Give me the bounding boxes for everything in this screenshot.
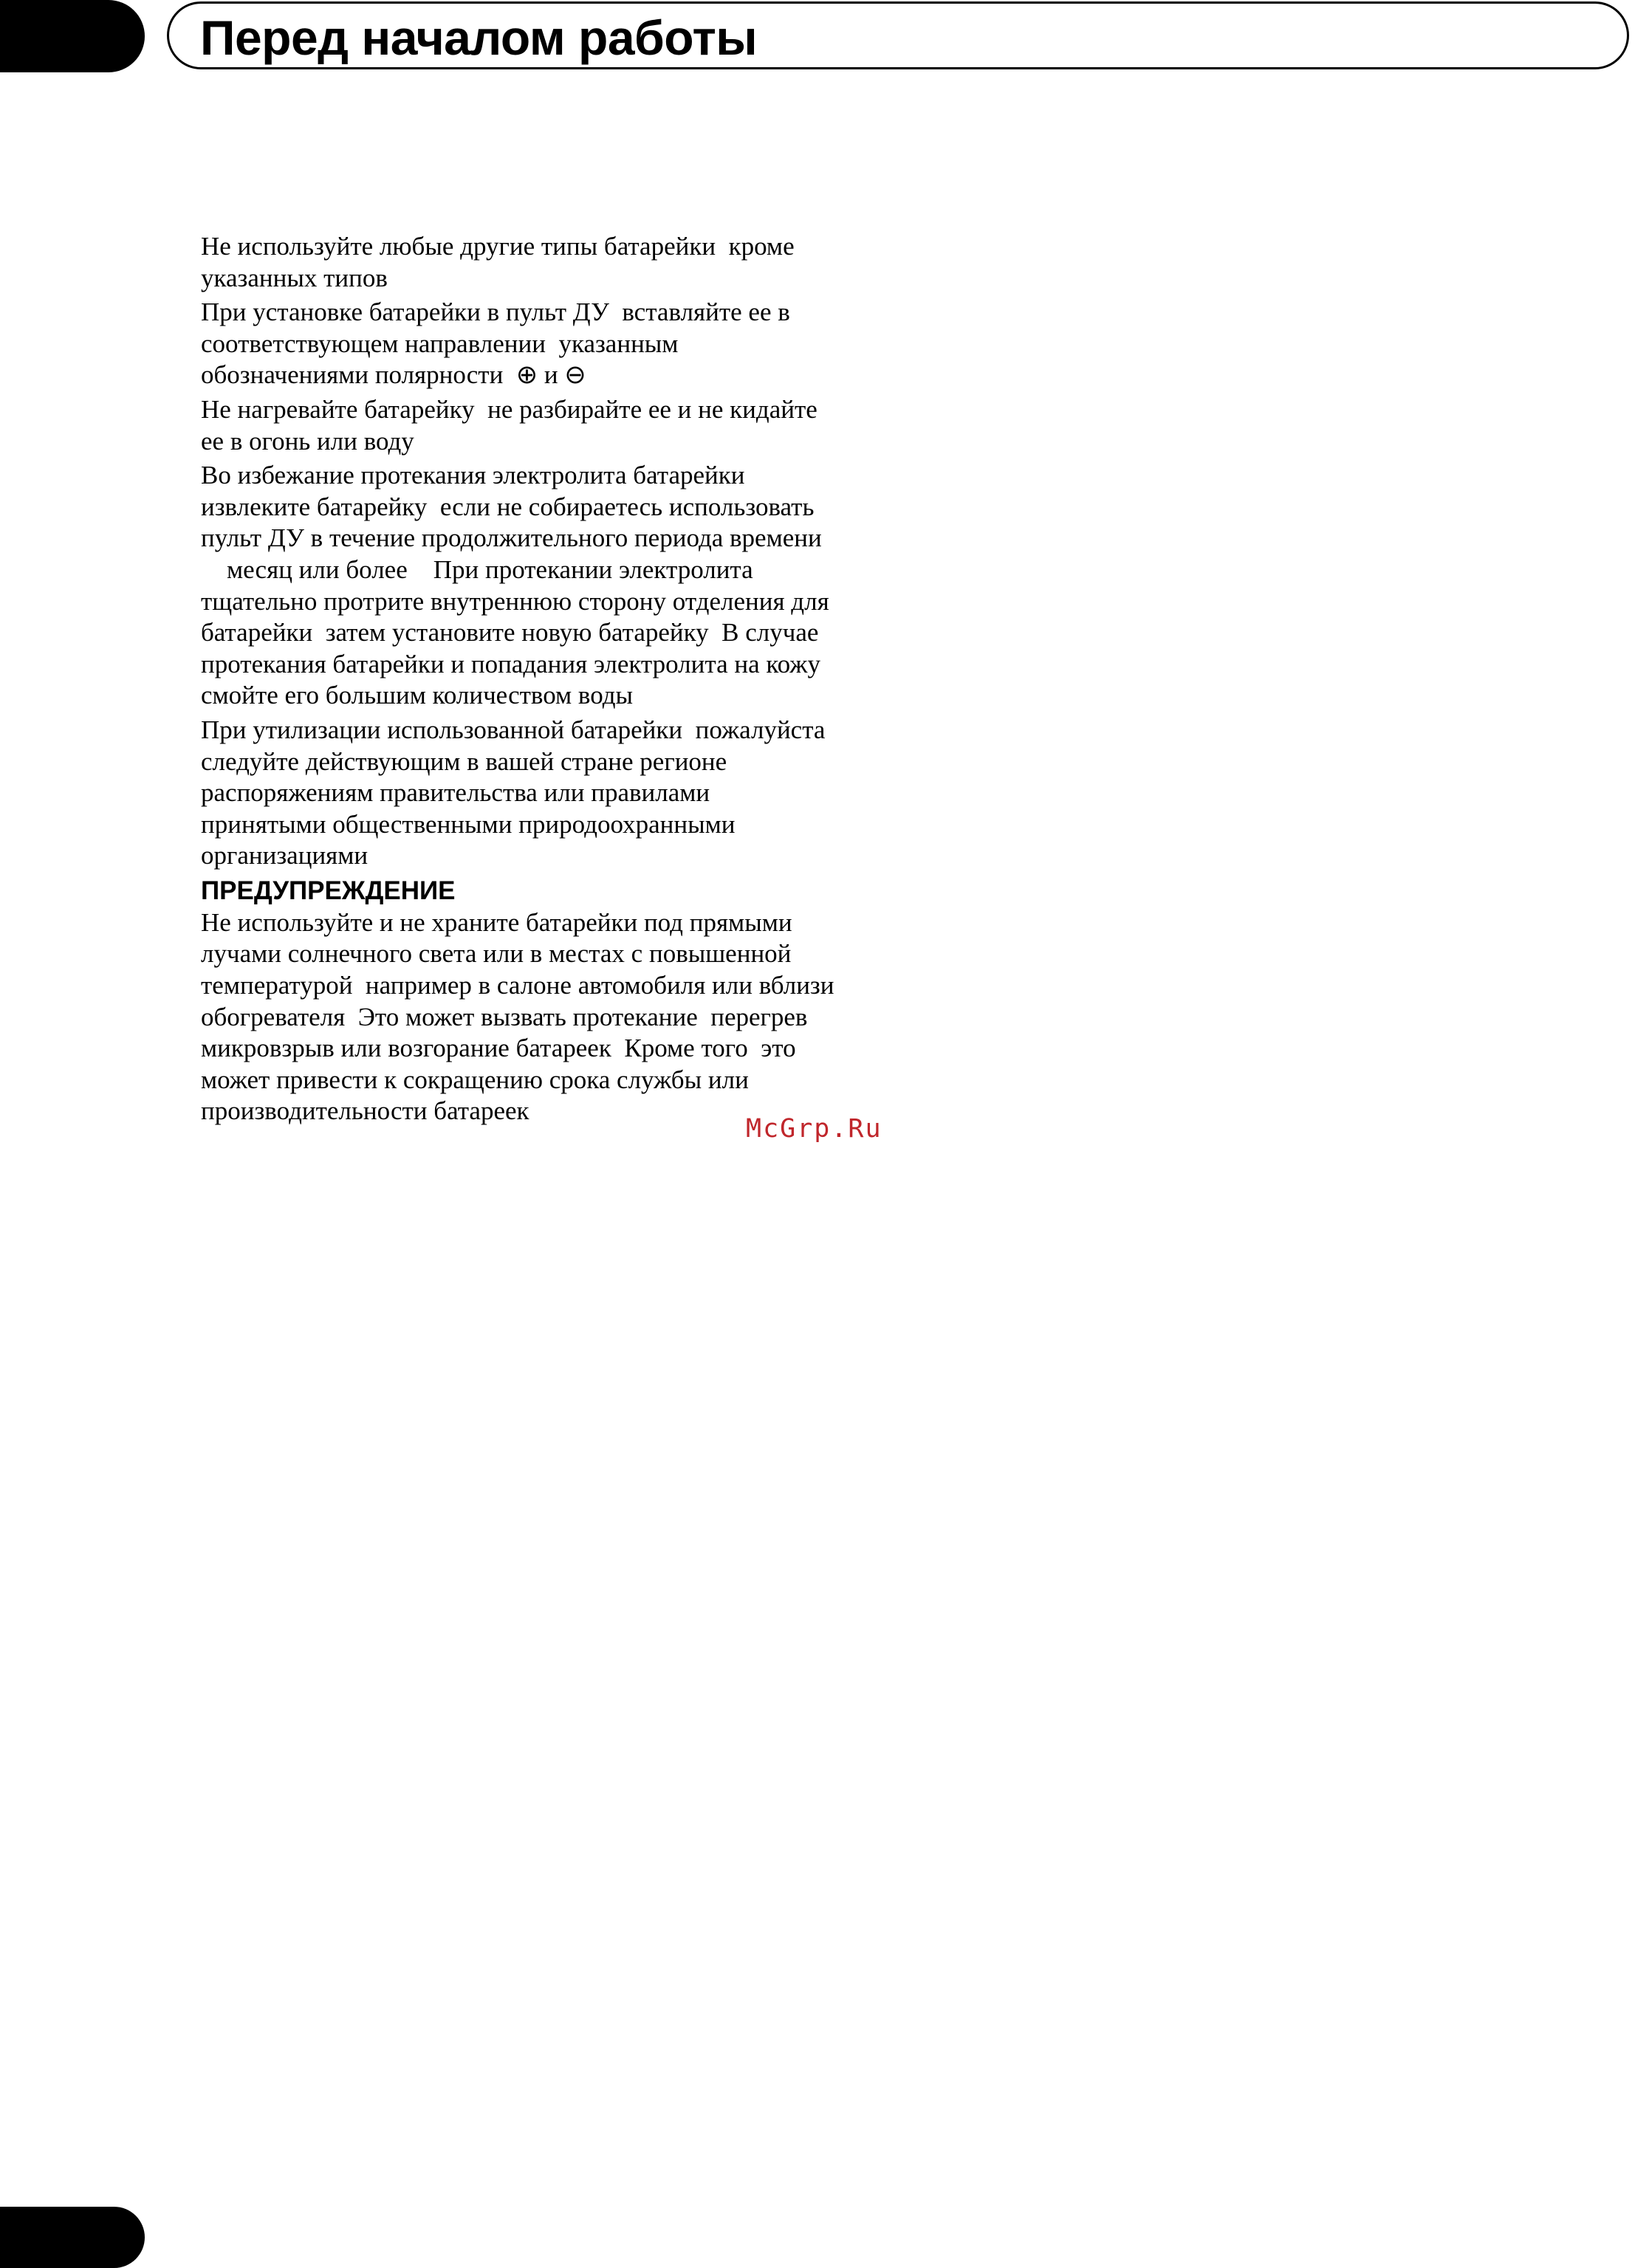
- text-line: принятыми общественными природоохранными: [201, 809, 736, 839]
- text-line: При установке батарейки в пульт ДУ вставляйте ее в: [201, 298, 790, 327]
- paragraph-warning: [201, 907, 866, 1127]
- polarity-line: [201, 360, 866, 391]
- paragraph-heat-warning: [201, 394, 866, 457]
- text-line: соответствующем направлении указанным: [201, 329, 679, 358]
- text-line: тщательно протрите внутреннюю сторону отделения для: [201, 586, 829, 616]
- main-content: [201, 231, 866, 1130]
- text-segment: и: [538, 360, 565, 390]
- header-bar: [167, 1, 1629, 69]
- paragraph-disposal: [201, 715, 866, 872]
- text-line: Не используйте любые другие типы батарейки кроме: [201, 232, 795, 261]
- paragraph-battery-insertion: [201, 297, 866, 391]
- chapter-tab-bottom: [0, 2207, 145, 2268]
- text-line: температурой например в салоне автомобиля или вблизи: [201, 971, 834, 1000]
- text-line: Не нагревайте батарейку не разбирайте ее и не кидайте: [201, 394, 818, 424]
- text-line: производительности батареек: [201, 1096, 529, 1126]
- text-line: смойте его большим количеством воды: [201, 681, 634, 710]
- text-line: организациями: [201, 841, 369, 870]
- text-line: распоряжениям правительства или правилами: [201, 778, 710, 808]
- text-line: батарейки затем установите новую батарейку В случае: [201, 618, 819, 647]
- text-line: обогревателя Это может вызвать протекание перегрев: [201, 1002, 808, 1031]
- plus-polarity-icon: ⊕: [515, 360, 538, 391]
- text-line: Во избежание протекания электролита батарейки: [201, 461, 745, 490]
- minus-polarity-icon: ⊖: [564, 360, 586, 391]
- warning-heading: ПРЕДУПРЕЖДЕНИЕ: [201, 876, 456, 905]
- watermark: McGrp.Ru: [746, 1114, 882, 1144]
- text-line: извлеките батарейку если не собираетесь использовать: [201, 492, 815, 521]
- text-line: ее в огонь или воду: [201, 426, 414, 456]
- text-line: месяц или более При протекании электролита: [201, 554, 753, 584]
- text-line: микровзрыв или возгорание батареек Кроме того это: [201, 1034, 796, 1063]
- chapter-tab-top: [0, 0, 145, 72]
- text-segment: обозначениями полярности: [201, 360, 516, 390]
- text-line: следуйте действующим в вашей стране регионе: [201, 746, 727, 776]
- paragraph-electrolyte-leak: [201, 460, 866, 712]
- text-line: Не используйте и не храните батарейки под прямыми: [201, 907, 792, 937]
- page-title: Перед началом работы: [200, 10, 758, 65]
- text-line: пульт ДУ в течение продолжительного периода времени: [201, 523, 822, 553]
- text-line: лучами солнечного света или в местах с повышенной: [201, 939, 792, 969]
- paragraph-battery-type: [201, 231, 866, 294]
- text-line: указанных типов: [201, 263, 388, 292]
- text-line: При утилизации использованной батарейки пожалуйста: [201, 715, 826, 744]
- text-line: может привести к сокращению срока службы или: [201, 1065, 749, 1094]
- text-line: протекания батарейки и попадания электролита на кожу: [201, 649, 820, 678]
